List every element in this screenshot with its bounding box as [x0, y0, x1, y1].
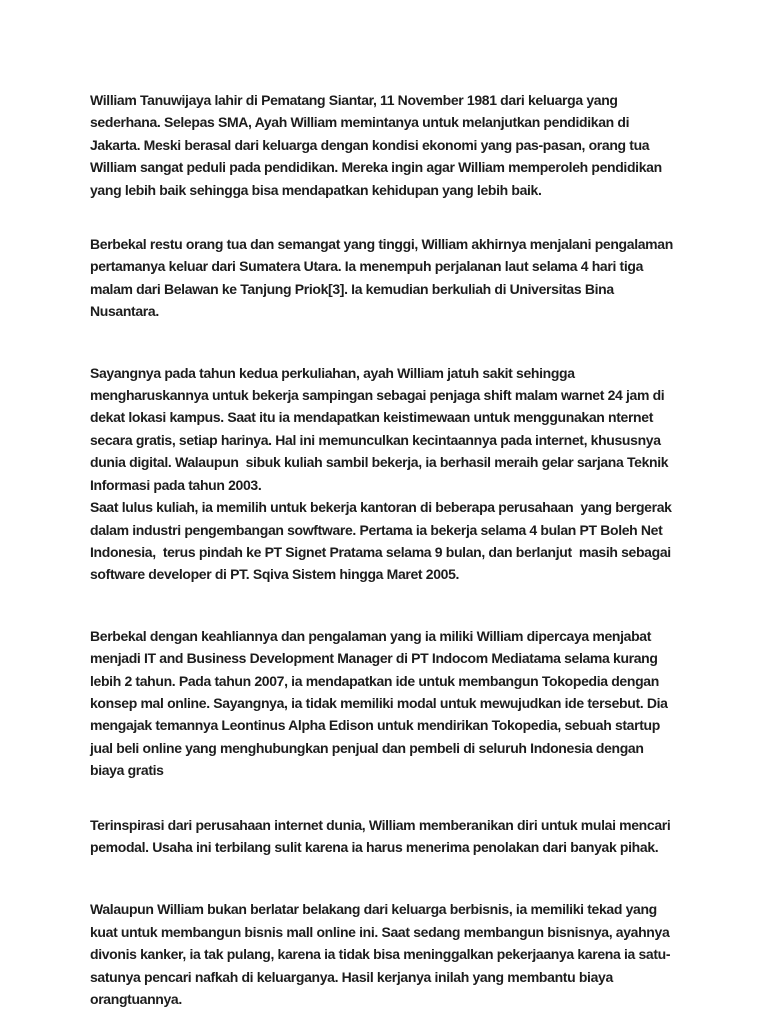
paragraph-birth-education: William Tanuwijaya lahir di Pematang Siantar, 11 November 1981 dari keluarga yang sederhana. Selepas SMA, Ayah William memintanya untuk melanjutkan pendidikan di Jakarta. Meski berasal dari keluarga dengan kondisi ekonomi yang pas-pasan, orang tua William sangat peduli pada pendidikan. Mereka ingin agar William memperoleh pendidikan yang lebih baik sehingga bisa mendapatkan kehidupan yang lebih baik.	[90, 92, 666, 198]
paragraph-seeking-investors: Terinspirasi dari perusahaan internet dunia, William memberanikan diri untuk mulai mencari pemodal. Usaha ini terbilang sulit karena ia harus menerima penolakan dari banyak pihak.	[90, 816, 674, 855]
paragraph-warnet-job: Sayangnya pada tahun kedua perkuliahan, ayah William jatuh sakit sehingga mengharuskannya untuk bekerja sampingan sebagai penjaga shift malam warnet 24 jam di dekat lokasi kampus. Saat itu ia mendapatkan keistimewaan untuk menggunakan nternet secara gratis, setiap harinya. Hal ini memunculkan kecintaannya pada internet, khususnya dunia digital. Walaupun sibuk kuliah sambil bekerja, ia berhasil meraih gelar sarjana Teknik Informasi pada tahun 2003.	[90, 364, 672, 493]
paragraph-tokopedia-idea: Berbekal dengan keahliannya dan pengalaman yang ia miliki William dipercaya menjabat menjadi IT and Business Development Manager di PT Indocom Mediatama selama kurang lebih 2 tahun. Pada tahun 2007, ia mendapatkan ide untuk membangun Tokopedia dengan konsep mal online. Sayangnya, ia tidak memiliki modal untuk mewujudkan ide tersebut. Dia mengajak temannya Leontinus Alpha Edison untuk mendirikan Tokopedia, sebuah startup jual beli online yang menghubungkan penjual dan pembeli di seluruh Indonesia dengan biaya gratis	[90, 627, 672, 779]
paragraph-office-jobs: Saat lulus kuliah, ia memilih untuk bekerja kantoran di beberapa perusahaan yang bergerak dalam industri pengembangan sowftware. Pertama ia bekerja selama 4 bulan PT Boleh Net Indonesia, terus pindah ke PT Signet Pratama selama 9 bulan, dan berlanjut masih sebagai software developer di PT. Sqiva Sistem hingga Maret 2005.	[90, 499, 676, 583]
paragraph-journey-university: Berbekal restu orang tua dan semangat yang tinggi, William akhirnya menjalani pengalaman pertamanya keluar dari Sumatera Utara. Ia menempuh perjalanan laut selama 4 hari tiga malam dari Belawan ke Tanjung Priok[3]. Ia kemudian berkuliah di Universitas Bina Nusantara.	[90, 236, 677, 320]
paragraph-determination-family: Walaupun William bukan berlatar belakang dari keluarga berbisnis, ia memiliki tekad yang kuat untuk membangun bisnis mall online ini. Saat sedang membangun bisnisnya, ayahnya divonis kanker, ia tak pulang, karena ia tidak bisa meninggalkan pekerjaanya karena ia satu-satunya pencari nafkah di keluarganya. Hasil kerjanya inilah yang membantu biaya orangtuannya.	[90, 901, 673, 1007]
